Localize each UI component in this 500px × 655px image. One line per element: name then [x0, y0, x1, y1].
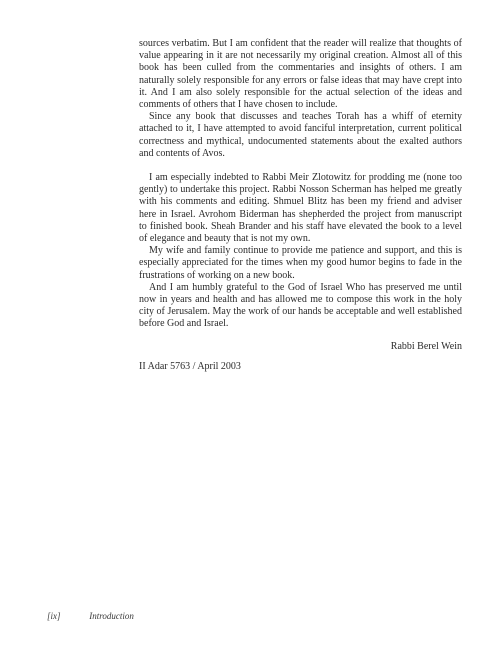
dateline: II Adar 5763 / April 2003: [139, 360, 241, 372]
running-footer-section: Introduction: [89, 611, 134, 621]
paragraph-acknowledgments: I am especially indebted to Rabbi Meir Zlotowitz for prodding me (none too gently) to undertake this project. Rabbi Nosson Scherman has helped me greatly with his comments and editing. Shmuel Blitz has been my friend and adviser here in Israel. Avrohom Biderman has shepherded the project from manuscript to finished book. Sheah Brander and his staff have elevated the book to a level of elegance and beauty that is not my own.: [139, 172, 462, 245]
page-footer: [47, 611, 134, 621]
paragraph-sources: sources verbatim. But I am confident that the reader will realize that thoughts of value appearing in it are not necessarily my original creation. Almost all of this book has been culled from the commentaries and insights of others. I am naturally solely responsible for any errors or false ideas that may have crept into it. And I am also solely responsible for the actual selection of the ideas and comments of others that I have chosen to include.: [139, 38, 462, 111]
introduction-text: [139, 38, 462, 373]
page-number: [ix]: [47, 611, 61, 621]
paragraph-family: My wife and family continue to provide me patience and support, and this is especially appreciated for the times when my good humor begins to fade in the frustrations of working on a new book.: [139, 245, 462, 281]
paragraph-eternity: Since any book that discusses and teaches Torah has a whiff of eternity attached to it, I have attempted to avoid fanciful interpretation, current political correctness and mythical, undocumented statements about the exalted authors and contents of Avos.: [139, 111, 462, 159]
paragraph-gratitude: And I am humbly grateful to the God of Israel Who has preserved me until now in years and health and has allowed me to compose this work in the holy city of Jerusalem. May the work of our hands be acceptable and well established before God and Israel.: [139, 281, 462, 330]
author-signature: Rabbi Berel Wein: [390, 340, 462, 352]
